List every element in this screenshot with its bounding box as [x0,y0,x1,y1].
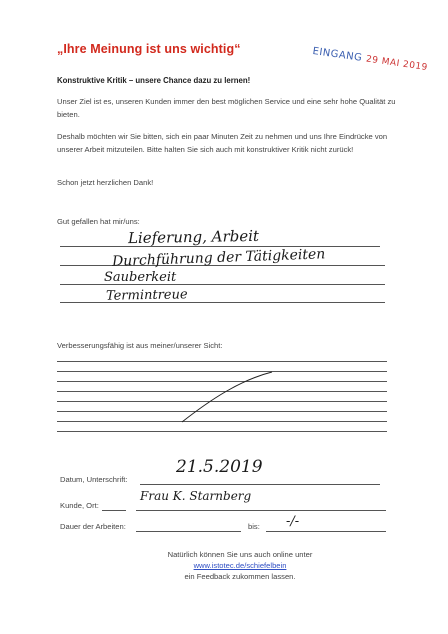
intro-paragraph: Unser Ziel ist es, unseren Kunden immer den best möglichen Service und eine sehr hohe Qualität zu bieten. [57,97,396,119]
positive-entry-4: Termintreue [105,287,188,304]
website-link[interactable]: www.istotec.de/schiefelbein [193,561,287,570]
stamp-date: 29 MAI 2019 [365,54,429,74]
customer-line[interactable] [136,510,386,511]
footer [120,549,360,582]
until-line[interactable] [266,531,386,532]
positive-entry-3: Sauberkeit [104,270,177,285]
customer-line-short[interactable] [102,510,126,511]
until-label: bis: [248,522,260,531]
footer-line-1: Natürlich können Sie uns auch online unter [167,550,313,559]
date-line[interactable] [140,484,380,485]
request-paragraph: Deshalb möchten wir Sie bitten, sich ein paar Minuten Zeit zu nehmen und uns Ihre Eindrücke von unserer Arbeit mitzuteilen. Bitte halten Sie sich auch mit konstruktiver Kritik nicht zurück! [57,132,388,154]
form-title: „Ihre Meinung ist uns wichtig“ [57,42,241,56]
duration-line[interactable] [136,531,241,532]
customer-label: Kunde, Ort: [60,501,99,510]
thanks-paragraph: Schon jetzt herzlichen Dank! [57,178,154,187]
duration-label: Dauer der Arbeiten: [60,522,126,531]
until-value: -/- [286,514,300,529]
customer-value: Frau K. Starnberg [140,489,252,503]
positive-entry-2: Durchführung der Tätigkeiten [111,246,326,270]
stamp-label: EINGANG [311,45,363,64]
positive-label: Gut gefallen hat mir/uns: [57,217,140,226]
footer-line-2: ein Feedback zukommen lassen. [184,572,296,581]
form-subtitle: Konstruktive Kritik – unsere Chance dazu zu lernen! [57,76,251,85]
positive-entry-1: Lieferung, Arbeit [127,226,260,248]
improve-label: Verbesserungsfähig ist aus meiner/unserer Sicht: [57,341,223,350]
date-signature: 21.5.2019 [176,457,263,477]
date-label: Datum, Unterschrift: [60,475,128,484]
